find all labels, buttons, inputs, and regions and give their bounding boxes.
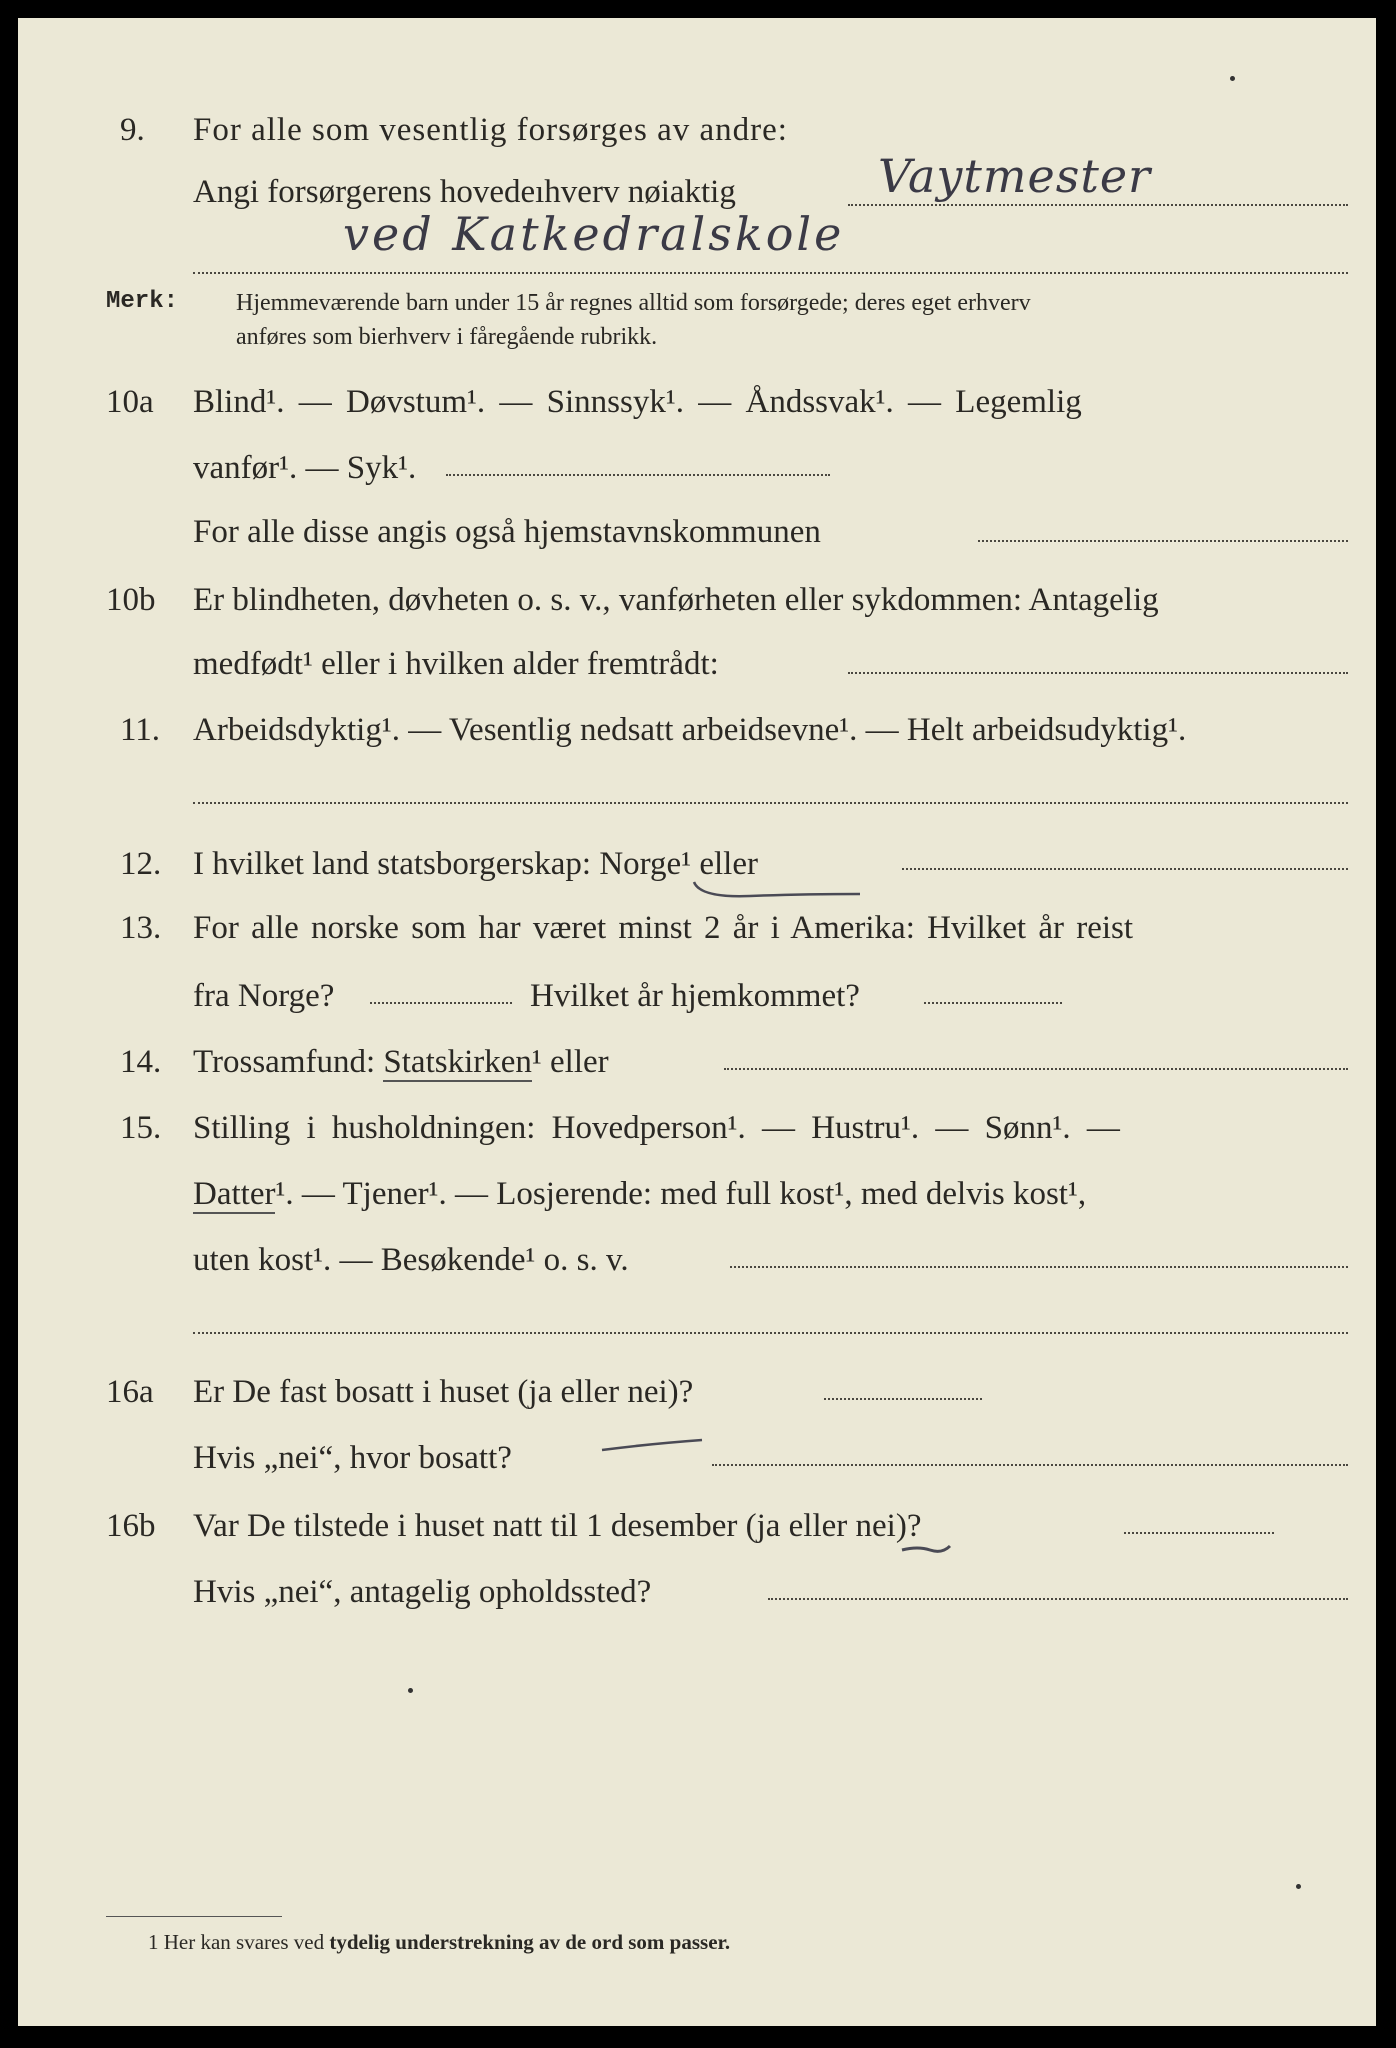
q9-line1: For alle som vesentlig forsørges av andre:	[193, 112, 788, 148]
q16a-fill-line1	[824, 1398, 982, 1400]
q10a-line3: For alle disse angis også hjemstavnskommunen	[193, 514, 821, 550]
footnote-mark: 1	[148, 1930, 159, 1954]
q12-handwritten-underline	[690, 876, 870, 906]
q15-line3: uten kost¹. — Besøkende¹ o. s. v.	[193, 1242, 629, 1278]
footnote-text-part2: tydelig understrekning av de ord som passer.	[329, 1930, 731, 1954]
q12-eller: ¹ eller	[681, 846, 758, 882]
q10a-line1: Blind¹. — Døvstum¹. — Sinnssyk¹. — Åndssvak¹. — Legemlig	[193, 384, 1082, 420]
q11-fill-line	[193, 802, 1348, 804]
q16a-line2: Hvis „nei“, hvor bosatt?	[193, 1440, 512, 1476]
q15-datter-underlined: Datter	[193, 1176, 276, 1212]
q14-text: Trossamfund:	[193, 1044, 376, 1080]
q13-part2: Hvilket år hjemkommet?	[530, 978, 860, 1014]
paper-speck	[1296, 1884, 1301, 1889]
q15-line1: Stilling i husholdningen: Hovedperson¹. — Hustru¹. — Sønn¹. —	[193, 1110, 1120, 1146]
q15-fill-line1	[730, 1266, 1348, 1268]
footnote-text-part1: Her kan svares ved	[163, 1930, 325, 1954]
q13-part1: fra Norge?	[193, 978, 335, 1014]
q15-number: 15.	[120, 1110, 162, 1146]
q10a-fill-line2	[978, 540, 1348, 542]
q10b-line1: Er blindheten, døvheten o. s. v., vanførheten eller sykdommen: Antagelig	[193, 582, 1159, 618]
merk-line2: anføres som bierhverv i fåregående rubrikk.	[236, 324, 658, 350]
q14-number: 14.	[120, 1044, 162, 1080]
q13-number: 13.	[120, 910, 162, 946]
q10b-number: 10b	[106, 582, 156, 618]
q12-fill-line	[902, 868, 1348, 870]
q10a-number: 10a	[106, 384, 154, 420]
q12-norge-underlined: Norge	[599, 846, 682, 882]
q13-line1: For alle norske som har været minst 2 år i Amerika: Hvilket år reist	[193, 910, 1134, 946]
paper-speck	[1230, 76, 1235, 81]
q13-fill-year-returned	[924, 1002, 1062, 1004]
q9-fill-line1	[848, 204, 1348, 206]
q9-handwriting-occupation: Vaytmester	[878, 149, 1152, 203]
merk-line1: Hjemmeværende barn under 15 år regnes alltid som forsørgede; deres eget erhverv	[236, 290, 1031, 316]
q11-rest: ¹. — Vesentlig nedsatt arbeidsevne¹. — Helt arbeidsudyktig¹.	[381, 712, 1187, 748]
q11-line	[193, 710, 1186, 750]
q11-number: 11.	[120, 712, 161, 748]
footnote-rule	[106, 1916, 282, 1917]
q16a-handwritten-dash	[598, 1436, 708, 1458]
q10a-fill-line1	[446, 474, 830, 476]
q9-fill-line2	[193, 272, 1348, 274]
q15-line2	[193, 1174, 1086, 1214]
census-form-page	[18, 18, 1376, 2026]
q10a-line2: vanfør¹. — Syk¹.	[193, 450, 417, 486]
q11-arbeidsdyktig: Arbeidsdyktig	[193, 712, 382, 748]
q14-line	[193, 1042, 609, 1082]
q16b-line1: Var De tilstede i huset natt til 1 desember (ja eller nei)?	[193, 1508, 922, 1544]
q12-number: 12.	[120, 846, 162, 882]
footnote	[148, 1930, 730, 1955]
q15-line2-rest: ¹. — Tjener¹. — Losjerende: med full kost¹, med delvis kost¹,	[275, 1176, 1087, 1212]
q13-fill-year-left	[370, 1002, 512, 1004]
q10b-fill-line	[848, 672, 1348, 674]
q16b-fill-line2	[768, 1598, 1348, 1600]
q16b-fill-line1	[1124, 1532, 1274, 1534]
q15-fill-line2	[193, 1332, 1348, 1334]
q14-eller: ¹ eller	[531, 1044, 609, 1080]
q12-text: I hvilket land statsborgerskap:	[193, 846, 592, 882]
q9-number: 9.	[120, 112, 145, 148]
q14-statskirken-underlined: Statskirken	[383, 1044, 532, 1080]
q16b-handwritten-mark	[898, 1540, 958, 1558]
q14-fill-line	[724, 1068, 1348, 1070]
paper-speck	[408, 1688, 413, 1693]
q9-line2: Angi forsørgerens hovedeıhverv nøiaktig	[193, 174, 736, 210]
q16a-line1: Er De fast bosatt i huset (ja eller nei)?	[193, 1374, 694, 1410]
q16a-number: 16a	[106, 1374, 154, 1410]
q10b-line2: medfødt¹ eller i hvilken alder fremtrådt:	[193, 646, 719, 682]
q12-line	[193, 844, 758, 884]
q16b-number: 16b	[106, 1508, 156, 1544]
q9-handwriting-workplace: ved Katkedralskole	[343, 207, 845, 261]
q16a-fill-line2	[712, 1464, 1348, 1466]
q16b-line2: Hvis „nei“, antagelig opholdssted?	[193, 1574, 652, 1610]
merk-label: Merk:	[106, 288, 179, 315]
